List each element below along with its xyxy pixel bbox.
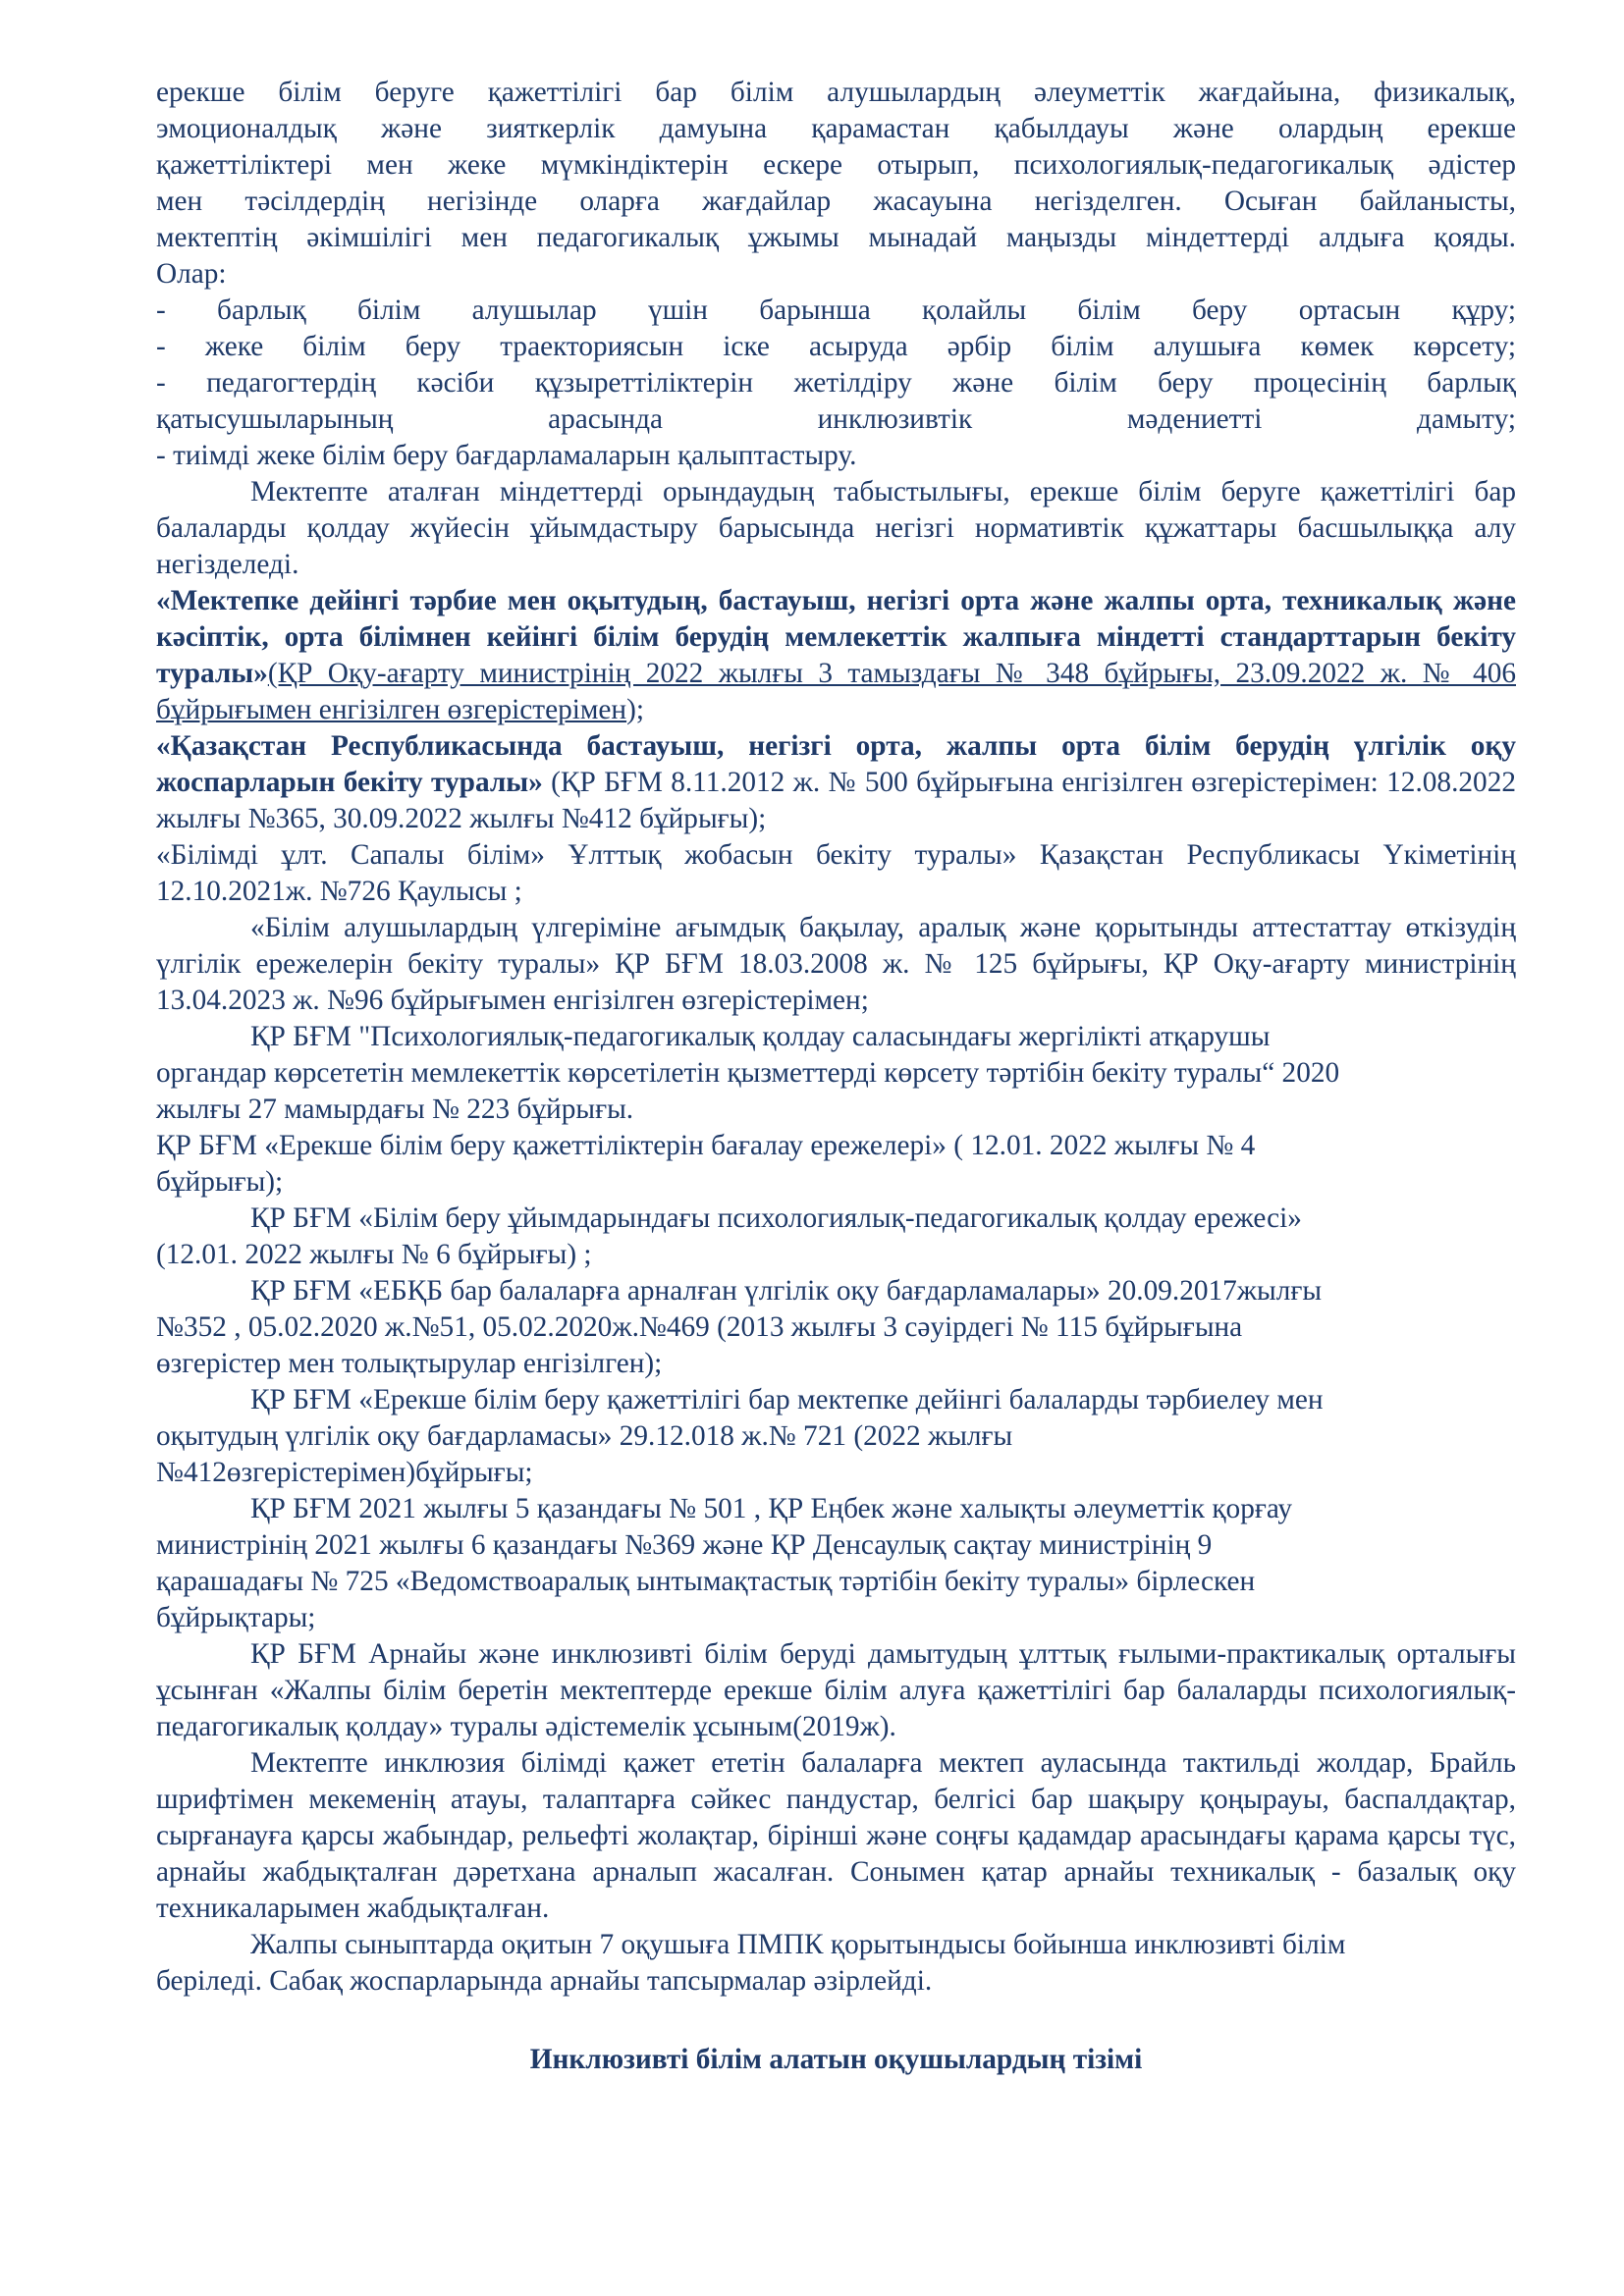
document-item: «Білім алушылардың үлгеріміне ағымдық бақылау, аралық және қорытынды аттестаттау өткізудің үлгілік ережелерін бекіту туралы» ҚР БҒМ 18.03.2008 ж. № 125 бұйрығы, ҚР Оқу-ағарту министрінің 13.04.2023 ж. №96 бұйрығымен енгізілген өзгерістерімен; <box>156 912 1516 1016</box>
intro-line: мен тәсілдердің негізінде оларға жағдайлар жасауына негізделген. Осыған байланысты, <box>156 186 1516 217</box>
document-item <box>156 583 1516 728</box>
document-line: оқытудың үлгілік оқу бағдарламасы» 29.12.018 ж.№ 721 (2022 жылғы <box>156 1420 1013 1452</box>
success-paragraph: Мектепте аталған міндеттерді орындаудың табыстылығы, ерекше білім беруге қажеттілігі бар балаларды қолдау жүйесін ұйымдастыру барысында негізгі нормативтік құжаттары басшылыққа алу негізделеді. <box>156 476 1516 580</box>
task-list <box>156 293 1516 474</box>
document-tail: (ҚР БҒМ 8.11.2012 ж. № 500 бұйрығына енгізілген өзгерістерімен: 12.08.2022 жылғы №365, 30.09.2022 жылғы №412 бұйрығы); <box>156 767 1516 834</box>
infrastructure-paragraph: Мектепте инклюзия білімді қажет ететін балаларға мектеп ауласында тактильді жолдар, Брайль шрифтімен мекеменің атауы, талаптарға сәйкес пандустар, белгісі бар шақыру қоңырауы, баспалдақтар, сырғанауға қарсы жабындар, рельефті жолақтар, бірінші және соңғы қадамдар арасындағы қарама қарсы түс, арнайы жабдықталған дәретхана арналып жасалған. Сонымен қатар арнайы техникалық - базалық оқу техникаларымен жабдықталған. <box>156 1747 1516 1924</box>
task-item: - барлық білім алушылар үшін барынша қолайлы білім беру ортасын құру; <box>156 294 1516 326</box>
document-item <box>156 1491 1516 1636</box>
document-line: ҚР БҒМ «Ерекше білім беру қажеттілігі бар мектепке дейінгі балаларды тәрбиелеу мен <box>250 1384 1324 1415</box>
document-line: бұйрығы); <box>156 1166 284 1198</box>
document-item <box>156 1382 1516 1491</box>
document-line: министрінің 2021 жылғы 6 қазандағы №369 және ҚР Денсаулық сақтау министрінің 9 <box>156 1529 1213 1561</box>
document-title: «Мектепке дейінгі тәрбие мен оқытудың, бастауыш, негізгі орта және жалпы орта, техникалық және кәсіптік, орта білімнен кейінгі білім берудің мемлекеттік жалпыға міндетті стандарттарын бекіту туралы» <box>156 585 1516 689</box>
intro-line: қажеттіліктері мен жеке мүмкіндіктерін ескере отырып, психологиялық-педагогикалық әдістер <box>156 149 1516 181</box>
document-line: ҚР БҒМ «Ерекше білім беру қажеттіліктерін бағалау ережелері» ( 12.01. 2022 жылғы № 4 <box>156 1130 1256 1161</box>
document-item <box>156 1128 1516 1201</box>
document-line: ҚР БҒМ «Білім беру ұйымдарындағы психологиялық-педагогикалық қолдау ережесі» <box>250 1202 1302 1234</box>
document-item: ҚР БҒМ Арнайы және инклюзивті білім беруді дамытудың ұлттық ғылыми-практикалық орталығы ұсынған «Жалпы білім беретін мектептерде ерекше білім алуға қажеттілігі бар балаларды психологиялық-педагогикалық қолдау» туралы әдістемелік ұсыным(2019ж). <box>156 1638 1516 1742</box>
document-title: «Қазақстан Республикасында бастауыш, негізгі орта, жалпы орта білім берудің үлгілік оқу жоспарларын бекіту туралы» <box>156 730 1516 798</box>
document-item <box>156 1201 1516 1273</box>
document-item <box>156 1273 1516 1382</box>
document-line: №412өзгерістерімен)бұйрығы; <box>156 1457 533 1488</box>
document-line: бұйрықтары; <box>156 1602 316 1633</box>
intro-line: Олар: <box>156 258 227 290</box>
document-line: органдар көрсететін мемлекеттік көрсетілетін қызметтерді көрсету тәртібін бекіту туралы“ 2020 <box>156 1057 1340 1089</box>
document-line: №352 , 05.02.2020 ж.№51, 05.02.2020ж.№469 (2013 жылғы 3 сәуірдегі № 115 бұйрығына <box>156 1311 1243 1343</box>
document-line: өзгерістер мен толықтырулар енгізілген); <box>156 1348 663 1379</box>
paragraph-line: беріледі. Сабақ жоспарларында арнайы тапсырмалар әзірлейді. <box>156 1965 933 1997</box>
task-item: қатысушыларының арасында инклюзивтік мәдениетті дамыту; <box>156 403 1516 435</box>
task-item: - тиімді жеке білім беру бағдарламаларын қалыптастыру. <box>156 440 857 471</box>
general-classes-paragraph <box>156 1927 1516 2000</box>
document-line: қарашадағы № 725 «Ведомствоаралық ынтымақтастық тәртібін бекіту туралы» бірлескен <box>156 1566 1256 1597</box>
document-line: (12.01. 2022 жылғы № 6 бұйрығы) ; <box>156 1239 592 1270</box>
intro-line: мектептің әкімшілігі мен педагогикалық ұжымы мынадай маңызды міндеттерді алдыға қояды. <box>156 222 1516 253</box>
intro-line: ерекше білім беруге қажеттілігі бар білім алушылардың әлеуметтік жағдайына, физикалық, <box>156 77 1516 108</box>
document-line: ҚР БҒМ 2021 жылғы 5 қазандағы № 501 , ҚР Еңбек және халықты әлеуметтік қорғау <box>250 1493 1293 1524</box>
document-link[interactable]: (ҚР Оқу-ағарту министрінің 2022 жылғы 3 тамыздағы № 348 бұйрығы, 23.09.2022 ж. № 406 бұйрығымен енгізілген өзгерістерімен <box>156 658 1516 725</box>
document-line: ҚР БҒМ «ЕБҚБ бар балаларға арналған үлгілік оқу бағдарламалары» 20.09.2017жылғы <box>250 1275 1323 1307</box>
task-item: - жеке білім беру траекториясын іске асыруда әрбір білім алушыға көмек көрсету; <box>156 331 1516 362</box>
task-item: - педагогтердің кәсіби құзыреттіліктерін жетілдіру және білім беру процесінің барлық <box>156 367 1516 399</box>
document-line: ҚР БҒМ "Психологиялық-педагогикалық қолдау саласындағы жергілікті атқарушы <box>250 1021 1271 1052</box>
document-item <box>156 1019 1516 1128</box>
document-tail: ); <box>626 694 644 725</box>
intro-line: эмоционалдық және зияткерлік дамуына қарамастан қабылдауы және олардың ерекше <box>156 113 1516 144</box>
document-line: жылғы 27 мамырдағы № 223 бұйрығы. <box>156 1094 634 1125</box>
paragraph-line: Жалпы сыныптарда оқитын 7 оқушыға ПМПК қорытындысы бойынша инклюзивті білім <box>250 1929 1346 1960</box>
intro-paragraph <box>156 75 1516 293</box>
document-item <box>156 728 1516 837</box>
document-item: «Білімді ұлт. Сапалы білім» Ұлттық жобасын бекіту туралы» Қазақстан Республикасы Үкіметінің 12.10.2021ж. №726 Қаулысы ; <box>156 839 1516 907</box>
document-page <box>156 75 1516 2078</box>
section-title: Инклюзивті білім алатын оқушылардың тізімі <box>529 2044 1143 2075</box>
